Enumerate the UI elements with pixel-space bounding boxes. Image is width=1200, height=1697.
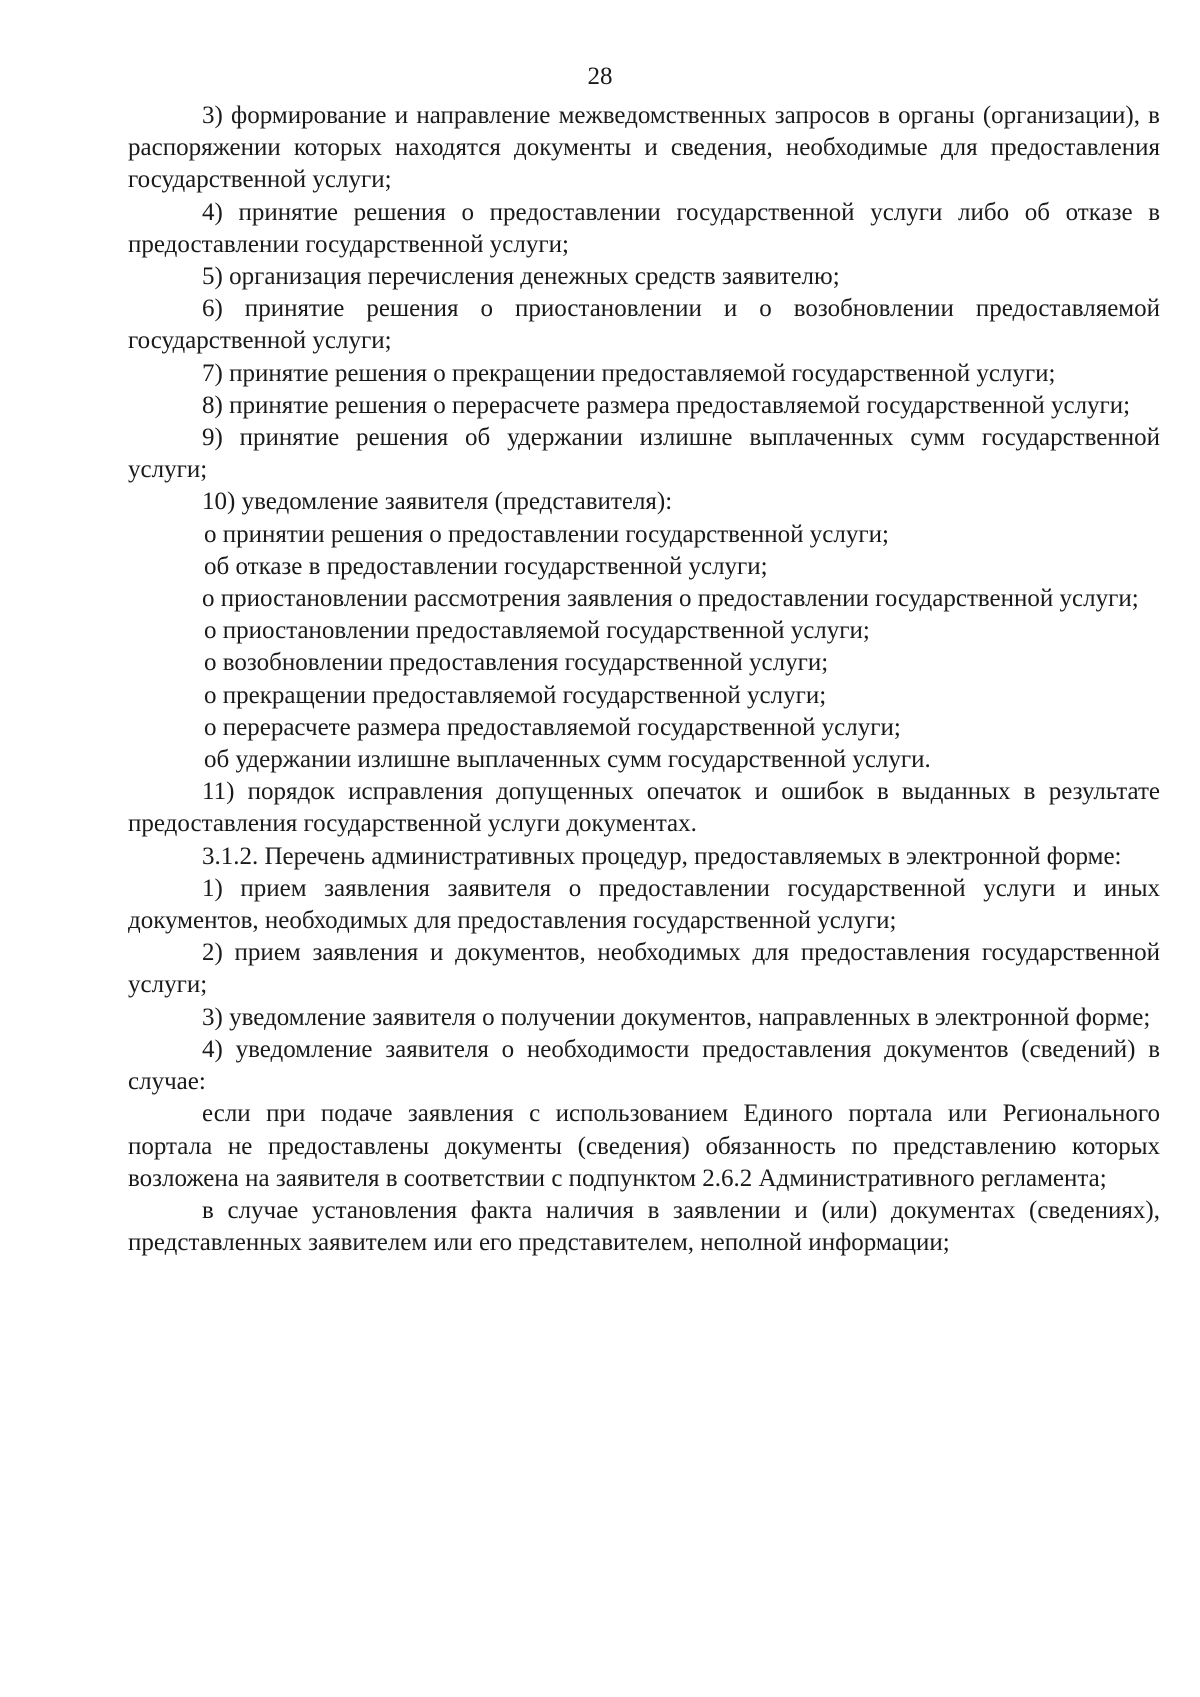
paragraph-item-8: 8) принятие решения о перерасчете размера предоставляемой государственной услуги; — [202, 391, 1131, 419]
electronic-item-1: 1) прием заявления заявителя о предоставлении государственной услуги и иных документов, необходимых для предоставления государственной услуги; — [128, 874, 1160, 935]
electronic-item-4: 4) уведомление заявителя о необходимости предоставления документов (сведений) в случае: — [128, 1035, 1160, 1096]
notification-item-resumption: о возобновлении предоставления государственной услуги; — [204, 649, 829, 677]
case-item-portal: если при подаче заявления с использованием Единого портала или Регионального портала не предоставлены документы (сведения) обязанность по представлению которых возложена на заявителя в соответствии с подпунктом 2.6.2 Административного регламента; — [128, 1100, 1160, 1192]
paragraph-item-11: 11) порядок исправления допущенных опечаток и ошибок в выданных в результате предоставления государственной услуги документах. — [128, 778, 1160, 838]
case-item-incomplete: в случае установления факта наличия в заявлении и (или) документах (сведениях), представленных заявителем или его представителем, неполной информации; — [128, 1196, 1160, 1257]
paragraph-item-6: 6) принятие решения о приостановлении и о возобновлении предоставляемой государственной услуги; — [128, 295, 1160, 355]
document-body — [128, 100, 1160, 1259]
page-number: 28 — [587, 63, 613, 90]
notification-item-suspension-review: о приостановлении рассмотрения заявления о предоставлении государственной услуги; — [202, 585, 1139, 613]
notification-item-termination: о прекращении предоставляемой государственной услуги; — [204, 681, 827, 709]
electronic-item-3: 3) уведомление заявителя о получении документов, направленных в электронной форме; — [202, 1003, 1151, 1031]
paragraph-item-7: 7) принятие решения о прекращении предоставляемой государственной услуги; — [202, 359, 1056, 387]
paragraph-item-3: 3) формирование и направление межведомственных запросов в органы (организации), в распоряжении которых находятся документы и сведения, необходимые для предоставления государственной услуги; — [128, 102, 1160, 194]
paragraph-item-9: 9) принятие решения об удержании излишне выплаченных сумм государственной услуги; — [128, 424, 1160, 484]
notification-item-decision: о принятии решения о предоставлении государственной услуги; — [204, 520, 889, 548]
paragraph-item-5: 5) организация перечисления денежных средств заявителю; — [202, 263, 840, 291]
electronic-item-2: 2) прием заявления и документов, необходимых для предоставления государственной услуги; — [128, 939, 1160, 999]
notification-item-suspension: о приостановлении предоставляемой государственной услуги; — [204, 617, 870, 645]
notification-item-recalculation: о перерасчете размера предоставляемой государственной услуги; — [204, 713, 901, 741]
notification-item-refusal: об отказе в предоставлении государственной услуги; — [204, 552, 768, 580]
paragraph-item-4: 4) принятие решения о предоставлении государственной услуги либо об отказе в предоставлении государственной услуги; — [128, 198, 1160, 258]
section-3-1-2: 3.1.2. Перечень административных процедур, предоставляемых в электронной форме: — [202, 842, 1122, 870]
notification-item-withholding: об удержании излишне выплаченных сумм государственной услуги. — [204, 746, 931, 774]
paragraph-item-10: 10) уведомление заявителя (представителя): — [202, 488, 673, 516]
